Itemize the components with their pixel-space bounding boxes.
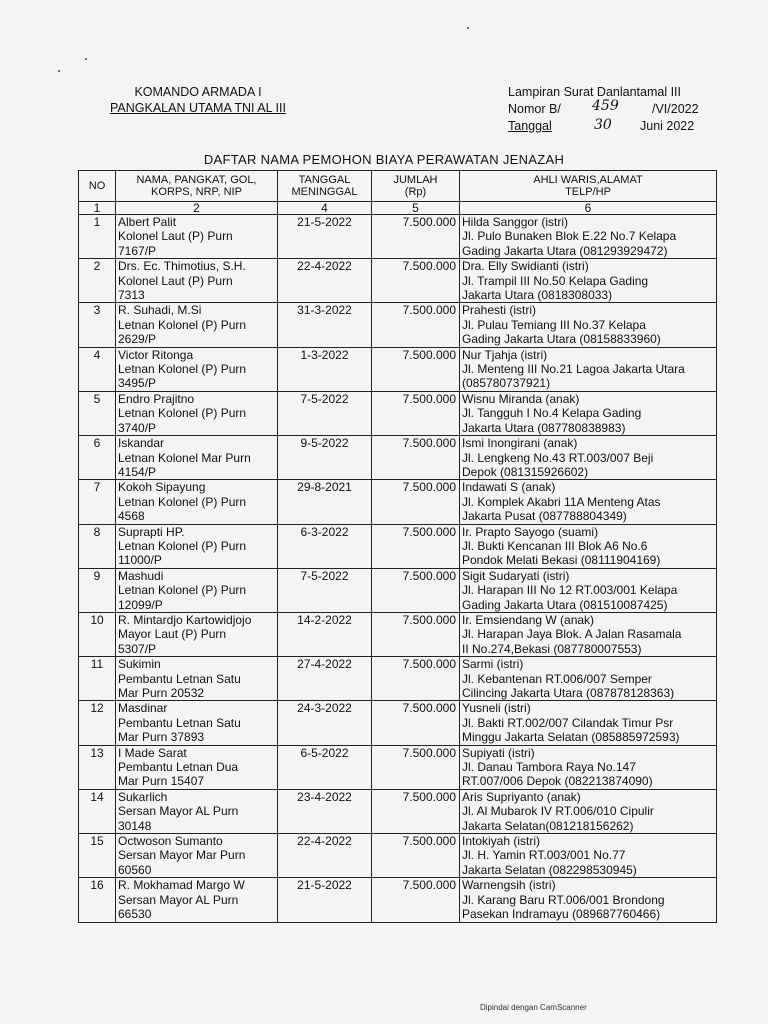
date-of-death: 1-3-2022 xyxy=(278,347,372,391)
amount: 7.500.000 xyxy=(372,436,460,480)
amount: 7.500.000 xyxy=(372,745,460,789)
deceased-detail-line: Sersan Mayor Mar Purn xyxy=(118,848,246,863)
deceased-detail-line: Mar Purn 20532 xyxy=(118,686,205,700)
heir-detail-line: Minggu Jakarta Selatan (085885972593) xyxy=(462,730,680,745)
row-number: 5 xyxy=(79,391,116,435)
date-of-death: 7-5-2022 xyxy=(278,568,372,612)
amount: 7.500.000 xyxy=(372,480,460,524)
deceased-detail-line: Mashudi xyxy=(118,568,164,583)
heir-detail-line: Jl. H. Yamin RT.003/001 No.77 xyxy=(462,848,626,863)
col-header-no: NO xyxy=(79,171,116,202)
deceased-detail-line: Suprapti HP. xyxy=(118,524,185,539)
deceased-detail-line: Victor Ritonga xyxy=(118,347,194,362)
col-header-amount: JUMLAH (Rp) xyxy=(372,171,460,202)
heir-detail-line: Prahesti (istri) xyxy=(462,303,537,318)
amount: 7.500.000 xyxy=(372,568,460,612)
heir-detail-line: Jl. Trampil III No.50 Kelapa Gading xyxy=(462,273,649,288)
deceased-detail-line: Endro Prajitno xyxy=(118,391,195,406)
heir-detail-line: Jl. Danau Tambora Raya No.147 xyxy=(462,760,636,775)
heir-details xyxy=(460,436,717,480)
amount: 7.500.000 xyxy=(372,215,460,259)
amount: 7.500.000 xyxy=(372,524,460,568)
heir-detail-line: Hilda Sanggor (istri) xyxy=(462,215,569,229)
col-index: 5 xyxy=(372,202,460,215)
heir-detail-line: Jl. Tangguh I No.4 Kelapa Gading xyxy=(462,406,642,421)
amount: 7.500.000 xyxy=(372,878,460,922)
issuer-block xyxy=(110,84,286,116)
heir-detail-line: Jl. Lengkeng No.43 RT.003/007 Beji xyxy=(462,450,654,465)
deceased-detail-line: Kolonel Laut (P) Purn xyxy=(118,273,233,288)
table-row xyxy=(79,612,717,656)
row-number: 16 xyxy=(79,878,116,922)
deceased-detail-line: 66530 xyxy=(118,907,152,922)
issuer-command: KOMANDO ARMADA I xyxy=(134,85,262,99)
deceased-detail-line: Mar Purn 37893 xyxy=(118,730,205,745)
heir-detail-line: Sigit Sudaryati (istri) xyxy=(462,568,570,583)
deceased-details xyxy=(116,657,278,701)
deceased-detail-line: R. Suhadi, M.Si xyxy=(118,303,202,318)
heir-detail-line: Dra. Elly Swidianti (istri) xyxy=(462,259,589,274)
column-index-row xyxy=(79,202,717,215)
row-number: 14 xyxy=(79,789,116,833)
heir-detail-line: RT.007/006 Depok (082213874090) xyxy=(462,774,653,789)
col-index: 6 xyxy=(460,202,717,215)
date-of-death: 31-3-2022 xyxy=(278,303,372,347)
deceased-detail-line: 7167/P xyxy=(118,243,157,258)
deceased-detail-line: Sukarlich xyxy=(118,789,168,804)
deceased-details xyxy=(116,480,278,524)
deceased-detail-line: Kokoh Sipayung xyxy=(118,480,206,495)
heir-details xyxy=(460,568,717,612)
deceased-detail-line: Letnan Kolonel (P) Purn xyxy=(118,406,247,421)
amount: 7.500.000 xyxy=(372,303,460,347)
heir-details xyxy=(460,259,717,303)
deceased-detail-line: 3495/P xyxy=(118,376,157,391)
issuer-base: PANGKALAN UTAMA TNI AL III xyxy=(110,101,286,115)
deceased-detail-line: Albert Palit xyxy=(118,215,177,229)
deceased-detail-line: Sersan Mayor AL Purn xyxy=(118,892,239,907)
heir-detail-line: Jl. Menteng III No.21 Lagoa Jakarta Utara xyxy=(462,362,685,377)
amount: 7.500.000 xyxy=(372,391,460,435)
date-suffix: Juni 2022 xyxy=(640,119,695,133)
row-number: 8 xyxy=(79,524,116,568)
deceased-detail-line: I Made Sarat xyxy=(118,745,187,760)
heir-detail-line: Yusneli (istri) xyxy=(462,701,531,716)
amount: 7.500.000 xyxy=(372,701,460,745)
deceased-detail-line: R. Mokhamad Margo W xyxy=(118,878,245,893)
heir-detail-line: Warnengsih (istri) xyxy=(462,878,556,893)
heir-detail-line: Ir. Emsiendang W (anak) xyxy=(462,612,595,627)
document-title: DAFTAR NAMA PEMOHON BIAYA PERAWATAN JENAZAH xyxy=(203,152,565,167)
date-of-death: 22-4-2022 xyxy=(278,259,372,303)
heir-details xyxy=(460,701,717,745)
row-number: 3 xyxy=(79,303,116,347)
table-header-row xyxy=(79,171,717,202)
deceased-detail-line: Sersan Mayor AL Purn xyxy=(118,804,239,819)
deceased-details xyxy=(116,745,278,789)
col-index: 1 xyxy=(79,202,116,215)
heir-details xyxy=(460,878,717,922)
deceased-details xyxy=(116,568,278,612)
heir-details xyxy=(460,657,717,701)
deceased-details xyxy=(116,878,278,922)
date-of-death: 21-5-2022 xyxy=(278,215,372,259)
deceased-detail-line: Letnan Kolonel (P) Purn xyxy=(118,538,247,553)
heir-details xyxy=(460,480,717,524)
deceased-detail-line: Drs. Ec. Thimotius, S.H. xyxy=(118,259,246,274)
heir-details xyxy=(460,391,717,435)
amount: 7.500.000 xyxy=(372,789,460,833)
heir-detail-line: Jakarta Selatan(081218156262) xyxy=(462,818,634,833)
row-number: 15 xyxy=(79,834,116,878)
heir-detail-line: Gading Jakarta Utara (081510087425) xyxy=(462,597,668,612)
table-row xyxy=(79,878,717,922)
heir-detail-line: (085780737921) xyxy=(462,376,551,391)
row-number: 6 xyxy=(79,436,116,480)
deceased-detail-line: 2629/P xyxy=(118,332,157,347)
heir-detail-line: Jl. Pulau Temiang III No.37 Kelapa xyxy=(462,317,646,332)
deceased-detail-line: 4154/P xyxy=(118,464,157,479)
scanner-watermark: Dipindai dengan CamScanner xyxy=(480,1003,587,1012)
heir-detail-line: Pondok Melati Bekasi (08111904169) xyxy=(462,553,661,568)
row-number: 10 xyxy=(79,612,116,656)
deceased-detail-line: 7313 xyxy=(118,288,145,303)
deceased-detail-line: 4568 xyxy=(118,509,145,524)
deceased-detail-line: Letnan Kolonel Mar Purn xyxy=(118,450,251,465)
row-number: 9 xyxy=(79,568,116,612)
deceased-details xyxy=(116,524,278,568)
heir-details xyxy=(460,524,717,568)
table-row xyxy=(79,745,717,789)
row-number: 11 xyxy=(79,657,116,701)
applicant-table xyxy=(78,170,717,923)
deceased-detail-line: Pembantu Letnan Dua xyxy=(118,760,239,775)
heir-details xyxy=(460,303,717,347)
amount: 7.500.000 xyxy=(372,834,460,878)
deceased-details xyxy=(116,303,278,347)
row-number: 7 xyxy=(79,480,116,524)
deceased-detail-line: Letnan Kolonel (P) Purn xyxy=(118,583,247,598)
deceased-detail-line: Sukimin xyxy=(118,657,161,672)
heir-details xyxy=(460,612,717,656)
col-index: 2 xyxy=(116,202,278,215)
heir-detail-line: Jl. Pulo Bunaken Blok E.22 No.7 Kelapa xyxy=(462,229,677,244)
date-of-death: 9-5-2022 xyxy=(278,436,372,480)
date-of-death: 27-4-2022 xyxy=(278,657,372,701)
heir-detail-line: Sarmi (istri) xyxy=(462,657,524,672)
deceased-detail-line: Masdinar xyxy=(118,701,168,716)
heir-detail-line: Indawati S (anak) xyxy=(462,480,556,495)
heir-details xyxy=(460,215,717,259)
deceased-details xyxy=(116,391,278,435)
heir-detail-line: Jakarta Utara (0818308033) xyxy=(462,288,613,303)
handwritten-number: 459 xyxy=(592,98,619,114)
date-of-death: 6-3-2022 xyxy=(278,524,372,568)
deceased-detail-line: Letnan Kolonel (P) Purn xyxy=(118,494,247,509)
heir-details xyxy=(460,745,717,789)
deceased-detail-line: Letnan Kolonel (P) Purn xyxy=(118,317,247,332)
deceased-details xyxy=(116,215,278,259)
scan-speck xyxy=(58,70,60,72)
col-header-name: NAMA, PANGKAT, GOL, KORPS, NRP, NIP xyxy=(116,171,278,202)
heir-detail-line: Aris Supriyanto (anak) xyxy=(462,789,581,804)
amount: 7.500.000 xyxy=(372,612,460,656)
heir-detail-line: Jl. Harapan III No 12 RT.003/001 Kelapa xyxy=(462,583,678,598)
row-number: 13 xyxy=(79,745,116,789)
date-of-death: 24-3-2022 xyxy=(278,701,372,745)
date-of-death: 22-4-2022 xyxy=(278,834,372,878)
heir-detail-line: Pasekan Indramayu (089687760466) xyxy=(462,907,661,922)
letter-date xyxy=(508,117,695,135)
row-number: 12 xyxy=(79,701,116,745)
deceased-detail-line: Mayor Laut (P) Purn xyxy=(118,627,227,642)
heir-detail-line: Jl. Al Mubarok IV RT.006/010 Cipulir xyxy=(462,804,654,819)
deceased-detail-line: R. Mintardjo Kartowidjojo xyxy=(118,612,252,627)
heir-detail-line: Jl. Bakti RT.002/007 Cilandak Timur Psr xyxy=(462,715,674,730)
row-number: 1 xyxy=(79,215,116,259)
deceased-detail-line: 30148 xyxy=(118,818,152,833)
table-row xyxy=(79,657,717,701)
table-row xyxy=(79,391,717,435)
heir-detail-line: Jl. Karang Baru RT.006/001 Brondong xyxy=(462,892,665,907)
deceased-detail-line: 5307/P xyxy=(118,641,157,656)
heir-detail-line: Gading Jakarta Utara (081293929472) xyxy=(462,243,668,258)
col-header-heir: AHLI WARIS,ALAMAT TELP/HP xyxy=(460,171,717,202)
heir-detail-line: Jl. Harapan Jaya Blok. A Jalan Rasamala xyxy=(462,627,682,642)
deceased-detail-line: 12099/P xyxy=(118,597,163,612)
amount: 7.500.000 xyxy=(372,657,460,701)
heir-detail-line: Depok (081315926602) xyxy=(462,464,589,479)
deceased-detail-line: Iskandar xyxy=(118,436,165,451)
deceased-detail-line: Mar Purn 15407 xyxy=(118,774,205,789)
date-of-death: 7-5-2022 xyxy=(278,391,372,435)
table-row xyxy=(79,834,717,878)
heir-detail-line: Jl. Kebantenan RT.006/007 Semper xyxy=(462,671,652,686)
heir-detail-line: Intokiyah (istri) xyxy=(462,834,541,849)
date-of-death: 29-8-2021 xyxy=(278,480,372,524)
date-label: Tanggal xyxy=(508,119,552,133)
heir-detail-line: Nur Tjahja (istri) xyxy=(462,347,548,362)
table-row xyxy=(79,215,717,259)
row-number: 2 xyxy=(79,259,116,303)
deceased-details xyxy=(116,259,278,303)
deceased-details xyxy=(116,612,278,656)
deceased-details xyxy=(116,701,278,745)
table-row xyxy=(79,701,717,745)
deceased-detail-line: Octwoson Sumanto xyxy=(118,834,223,849)
amount: 7.500.000 xyxy=(372,259,460,303)
date-of-death: 23-4-2022 xyxy=(278,789,372,833)
heir-detail-line: Gading Jakarta Utara (08158833960) xyxy=(462,332,661,347)
heir-detail-line: Wisnu Miranda (anak) xyxy=(462,391,580,406)
attachment-line: Lampiran Surat Danlantamal III xyxy=(508,85,682,99)
letter-number xyxy=(508,98,699,118)
deceased-detail-line: Pembantu Letnan Satu xyxy=(118,671,241,686)
table-row xyxy=(79,259,717,303)
deceased-details xyxy=(116,436,278,480)
date-of-death: 21-5-2022 xyxy=(278,878,372,922)
date-of-death: 14-2-2022 xyxy=(278,612,372,656)
handwritten-day: 30 xyxy=(594,117,612,133)
table-row xyxy=(79,436,717,480)
heir-details xyxy=(460,347,717,391)
scan-speck xyxy=(467,27,469,29)
deceased-details xyxy=(116,834,278,878)
heir-detail-line: Ismi Inongirani (anak) xyxy=(462,436,578,451)
date-of-death: 6-5-2022 xyxy=(278,745,372,789)
heir-detail-line: Jakarta Utara (087780838983) xyxy=(462,420,626,435)
heir-detail-line: II No.274,Bekasi (087780007553) xyxy=(462,641,642,656)
col-index: 4 xyxy=(278,202,372,215)
heir-detail-line: Jl. Bukti Kencanan III Blok A6 No.6 xyxy=(462,538,648,553)
deceased-details xyxy=(116,789,278,833)
table-row xyxy=(79,789,717,833)
deceased-details xyxy=(116,347,278,391)
letter-reference xyxy=(508,84,699,135)
deceased-detail-line: 3740/P xyxy=(118,420,157,435)
deceased-detail-line: 60560 xyxy=(118,862,152,877)
deceased-detail-line: Kolonel Laut (P) Purn xyxy=(118,229,233,244)
deceased-detail-line: 11000/P xyxy=(118,553,162,568)
table-row xyxy=(79,568,717,612)
heir-detail-line: Jakarta Pusat (087788804349) xyxy=(462,509,627,524)
table-row xyxy=(79,303,717,347)
heir-details xyxy=(460,789,717,833)
number-suffix: /VI/2022 xyxy=(652,102,699,116)
table-row xyxy=(79,347,717,391)
heir-details xyxy=(460,834,717,878)
heir-detail-line: Cilincing Jakarta Utara (087878128363) xyxy=(462,686,675,700)
scan-speck xyxy=(85,58,87,60)
table-row xyxy=(79,480,717,524)
row-number: 4 xyxy=(79,347,116,391)
number-label: Nomor B/ xyxy=(508,102,561,116)
heir-detail-line: Supiyati (istri) xyxy=(462,745,535,760)
col-header-date: TANGGAL MENINGGAL xyxy=(278,171,372,202)
heir-detail-line: Jl. Komplek Akabri 11A Menteng Atas xyxy=(462,494,661,509)
table-row xyxy=(79,524,717,568)
amount: 7.500.000 xyxy=(372,347,460,391)
heir-detail-line: Ir. Prapto Sayogo (suami) xyxy=(462,524,599,539)
deceased-detail-line: Pembantu Letnan Satu xyxy=(118,715,241,730)
heir-detail-line: Jakarta Selatan (082298530945) xyxy=(462,862,637,877)
deceased-detail-line: Letnan Kolonel (P) Purn xyxy=(118,362,247,377)
